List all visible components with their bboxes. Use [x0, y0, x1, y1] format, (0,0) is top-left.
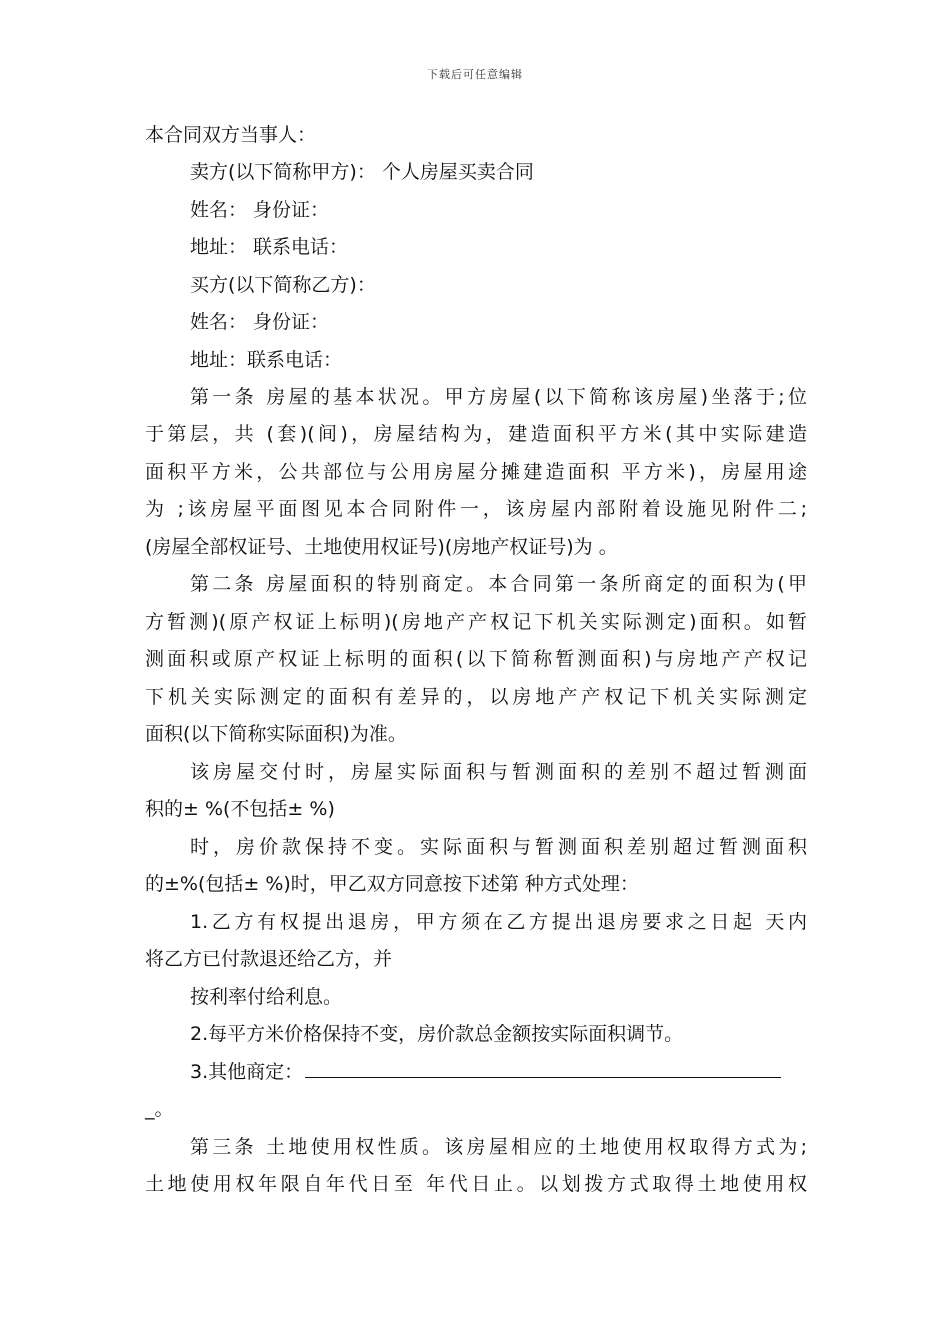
option-1-line-1: 1.乙方有权提出退房，甲方须在乙方提出退房要求之日起 天内 — [190, 911, 807, 933]
buyer-line: 买方(以下简称乙方)： — [190, 274, 376, 296]
article-1-line-2: 于第层，共 (套)(间)，房屋结构为，建造面积平方米(其中实际建造 — [145, 423, 807, 445]
article-2-line-2: 方暂测)(原产权证上标明)(房地产产权记下机关实际测定)面积。如暂 — [145, 611, 807, 633]
article-2-line-4: 下机关实际测定的面积有差异的，以房地产产权记下机关实际测定 — [145, 686, 807, 708]
option-3-end: _。 — [145, 1098, 174, 1120]
article-3-line-2: 土地使用权年限自年代日至 年代日止。以划拨方式取得土地使用权 — [145, 1173, 807, 1195]
delivery-clause-line-3: 时，房价款保持不变。实际面积与暂测面积差别超过暂测面积 — [190, 836, 807, 858]
seller-address-phone-line: 地址： 联系电话： — [190, 236, 349, 258]
option-3-line — [190, 1057, 781, 1087]
article-1-line-5: (房屋全部权证号、土地使用权证号)(房地产权证号)为 。 — [145, 536, 618, 558]
delivery-clause-line-1: 该房屋交付时，房屋实际面积与暂测面积的差别不超过暂测面 — [190, 761, 807, 783]
article-2-line-5: 面积(以下简称实际面积)为准。 — [145, 723, 407, 745]
option-1-line-3: 按利率付给利息。 — [190, 986, 343, 1008]
buyer-name-id-line: 姓名： 身份证： — [190, 311, 330, 333]
article-3-line-1: 第三条 土地使用权性质。该房屋相应的土地使用权取得方式为; — [190, 1136, 807, 1158]
seller-name-id-line: 姓名： 身份证： — [190, 199, 330, 221]
delivery-clause-line-4: 的±%(包括± %)时，甲乙双方同意按下述第 种方式处理： — [145, 873, 639, 895]
blank-fill-line — [305, 1059, 781, 1078]
parties-heading: 本合同双方当事人： — [145, 124, 317, 146]
article-1-line-4: 为 ;该房屋平面图见本合同附件一，该房屋内部附着设施见附件二; — [145, 498, 807, 520]
article-2-line-3: 测面积或原产权证上标明的面积(以下简称暂测面积)与房地产产权记 — [145, 648, 807, 670]
option-3-label: 3.其他商定： — [190, 1061, 304, 1083]
option-1-line-2: 将乙方已付款退还给乙方，并 — [145, 948, 393, 970]
article-1-line-1: 第一条 房屋的基本状况。甲方房屋(以下简称该房屋)坐落于;位 — [190, 386, 807, 408]
option-2-line: 2.每平方米价格保持不变，房价款总金额按实际面积调节。 — [190, 1023, 684, 1045]
page-header: 下载后可任意编辑 — [427, 68, 523, 81]
seller-line: 卖方(以下简称甲方)： 个人房屋买卖合同 — [190, 161, 534, 183]
article-1-line-3: 面积平方米，公共部位与公用房屋分摊建造面积 平方米)，房屋用途 — [145, 461, 807, 483]
delivery-clause-line-2: 积的± %(不包括± %) — [145, 798, 335, 820]
buyer-address-phone-line: 地址：联系电话： — [190, 349, 343, 371]
article-2-line-1: 第二条 房屋面积的特别商定。本合同第一条所商定的面积为(甲 — [190, 573, 807, 595]
